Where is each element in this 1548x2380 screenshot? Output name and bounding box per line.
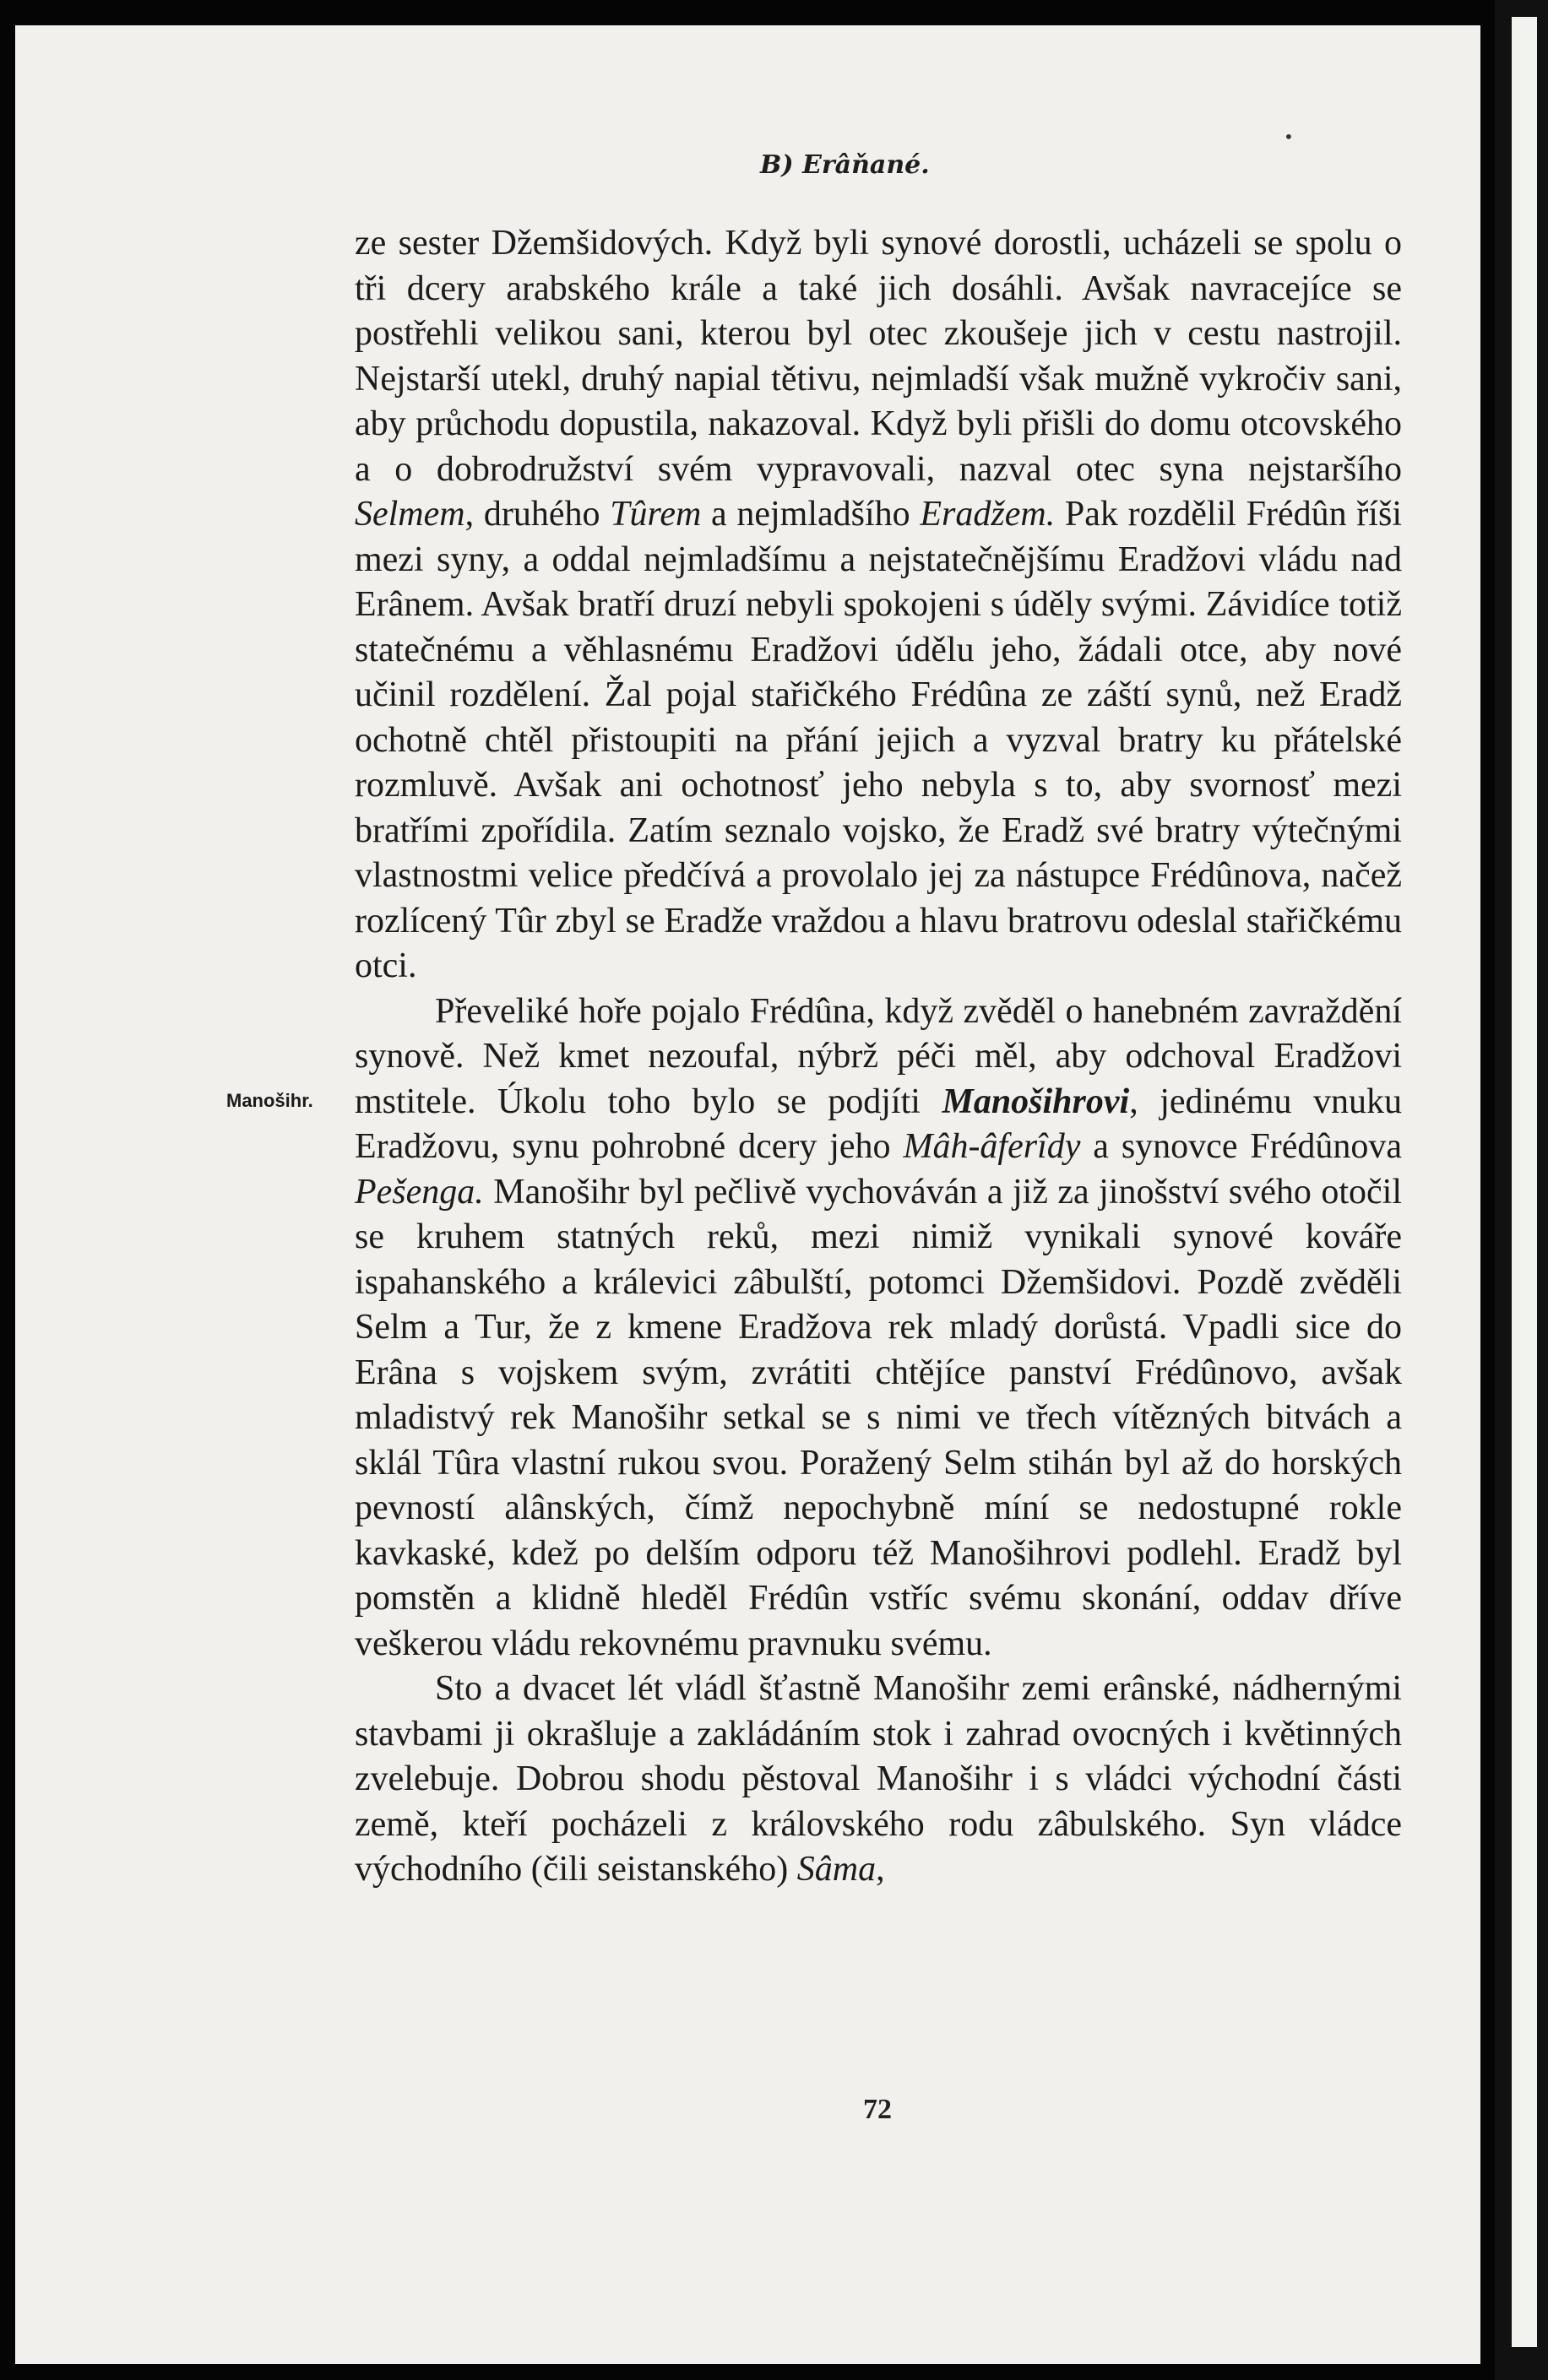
text-run: , druhého — [464, 495, 611, 534]
text-run: a synovce Frédûnova — [1080, 1127, 1402, 1166]
body-text — [355, 221, 1402, 1893]
bold-name — [942, 1082, 1129, 1121]
text-run: Pak rozdělil Frédûn říši mezi syny, a oddal nejmladšímu a nejstatečnějšímu Eradžovi vládu nad Erânem. Avšak bratří druzí nebyli spokojeni s úděly svými. Závidíce totiž statečnému a věhlasnému Eradžovi údělu jeho, žádali otce, aby nové učinil rozdělení. Žal pojal stařičkého Frédûna ze záští synů, než Eradž ochotně chtěl přistoupiti na přání jejich a vyzval bratry ku přátelské rozmluvě. Avšak ani ochotnosť jeho nebyla s to, aby svornosť mezi bratřími zpořídila. Zatím seznalo vojsko, že Eradž své bratry výtečnými vlastnostmi velice předčívá a provolalo jej za nástupce Frédûnova, načež rozlícený Tûr zbyl se Eradže vraždou a hlavu bratrovu odeslal stařičkému otci. — [355, 495, 1402, 985]
text-run: ze sester Džemšidových. Když byli synové dorostli, ucházeli se spolu o tři dcery arabského krále a také jich dosáhli. Avšak navracejíce se postřehli velikou sani, kterou byl otec zkoušeje jich v cestu nastrojil. Nejstarší utekl, druhý napial tětivu, nejmladší však mužně vykročiv sani, aby průchodu dopustila, nakazoval. Když byli přišli do domu otcovského a o dobrodružství svém vypravovali, nazval otec syna nejstaršího — [355, 224, 1402, 489]
page-number: 72 — [863, 2094, 892, 2125]
paragraph — [355, 989, 1402, 1667]
speck: • — [1284, 127, 1294, 147]
paragraph — [355, 221, 1402, 989]
next-page-edge — [1512, 17, 1537, 2347]
text-run: Manošihr byl pečlivě vychováván a již za jinošství svého otočil se kruhem statných reků, mezi nimiž vynikali synové kováře ispahanského a králevici zâbulští, potomci Džemšidovi. Pozdě zvěděli Selm a Tur, že z kmene Eradžova rek mladý dorůstá. Vpadli sice do Erâna s vojskem svým, zvrátiti chtějíce panství Frédûnovo, avšak mladistvý rek Manošihr setkal se s nimi ve třech vítězných bitvách a sklál Tûra vlastní rukou svou. Poražený Selm stihán byl až do horských pevností alânských, čímž nepochybně míní se nedostupné rokle kavkaské, kdež po delším odporu též Manošihrovi podlehl. Eradž byl pomstěn a klidně hleděl Frédûn vstříc svému skonání, oddav dříve veškerou vládu rekovnému pravnuku svému. — [355, 1172, 1402, 1663]
emphasis-name: Pešenga. — [355, 1172, 484, 1212]
text-run: Převeliké hoře pojalo Frédûna, když zvěděl o hanebném zavraždění synově. Než kmet nezoufal, nýbrž péči měl, aby odchoval Eradžovi mstitele. Úkolu toho bylo se podjíti — [355, 991, 1402, 1121]
text-run: a nejmladšího — [701, 495, 921, 534]
marginal-note: Manošihr. — [226, 1090, 313, 1111]
text-run: Sto a dvacet lét vládl šťastně Manošihr zemi erânské, nádhernými stavbami ji okrašluje a zakládáním stok i zahrad ovocných i květinných zvelebuje. Dobrou shodu pěstoval Manošihr i s vládci východní části země, kteří pocházeli z královského rodu zâbulského. Syn vládce východního (čili seistanského) — [355, 1669, 1402, 1889]
paragraph — [355, 1667, 1402, 1893]
emphasis-name: Manošihrovi — [942, 1082, 1130, 1121]
running-title: B) Erâňané. — [760, 150, 930, 180]
emphasis-name: Sâma — [796, 1850, 877, 1889]
emphasis-name: Tûrem — [610, 495, 702, 534]
text-run: , jedinému vnuku Eradžovu, synu pohrobné dcery jeho — [355, 1082, 1402, 1166]
emphasis-name: Selmem — [355, 495, 465, 534]
emphasis-name: Eradžem. — [920, 495, 1056, 534]
emphasis-name: Mâh-âferîdy — [903, 1127, 1081, 1166]
text-run: , — [876, 1850, 885, 1889]
